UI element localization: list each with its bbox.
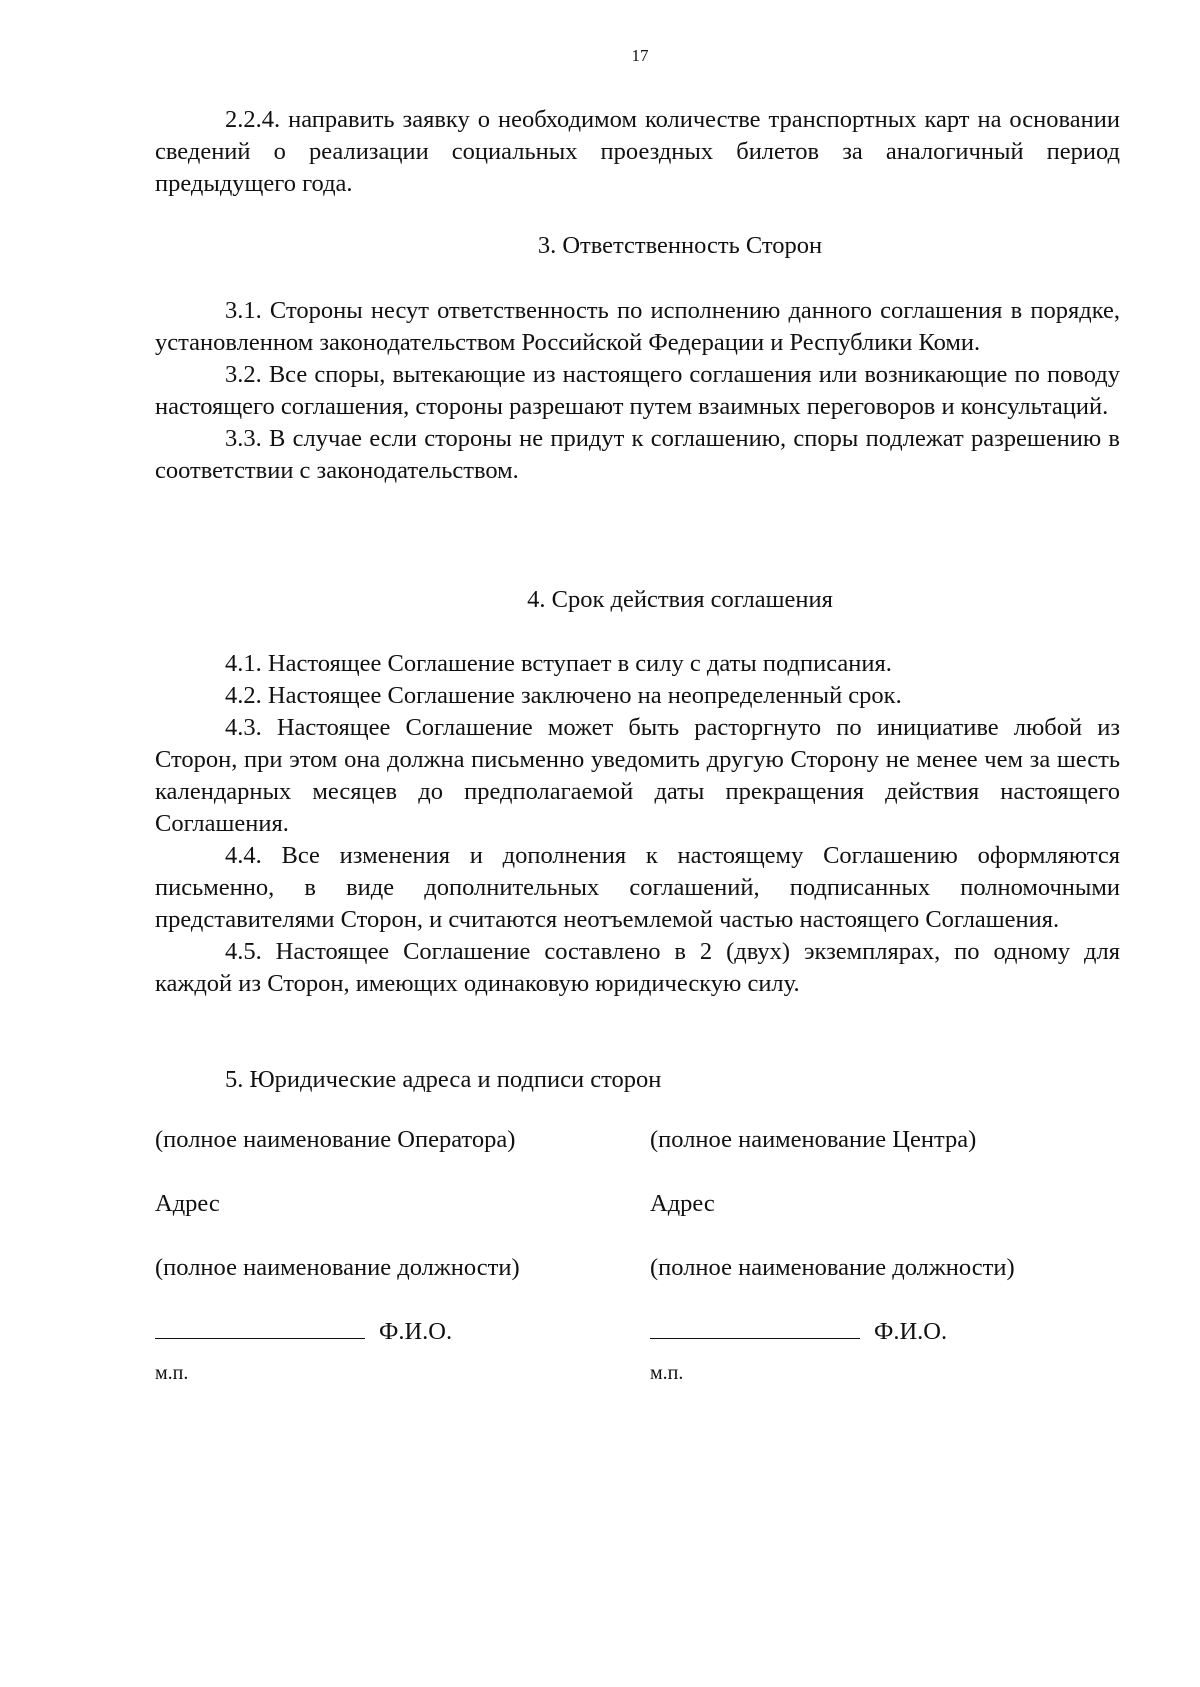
operator-name: (полное наименование Оператора) bbox=[155, 1126, 516, 1153]
center-signature-line bbox=[650, 1318, 860, 1339]
paragraph-3-3: 3.3. В случае если стороны не придут к соглашению, споры подлежат разрешению в соответствии с законодательством. bbox=[155, 425, 1120, 484]
paragraph-3-1: 3.1. Стороны несут ответственность по исполнению данного соглашения в порядке, установленном законодательством Российской Федерации и Республики Коми. bbox=[155, 297, 1120, 356]
paragraph-4-2: 4.2. Настоящее Соглашение заключено на неопределенный срок. bbox=[225, 682, 902, 709]
operator-stamp-place: м.п. bbox=[155, 1362, 189, 1384]
section-4-body bbox=[155, 648, 1120, 1000]
paragraph-2-2-4: 2.2.4. направить заявку о необходимом количестве транспортных карт на основании сведений о реализации социальных проездных билетов за аналогичный период предыдущего года. bbox=[155, 106, 1120, 197]
paragraph-3-2: 3.2. Все споры, вытекающие из настоящего соглашения или возникающие по поводу настоящего соглашения, стороны разрешают путем взаимных переговоров и консультаций. bbox=[155, 361, 1120, 420]
operator-position: (полное наименование должности) bbox=[155, 1254, 520, 1281]
section-5-heading: 5. Юридические адреса и подписи сторон bbox=[225, 1066, 662, 1093]
operator-address: Адрес bbox=[155, 1190, 220, 1217]
center-signature-row bbox=[650, 1316, 947, 1348]
center-fio: Ф.И.О. bbox=[874, 1318, 948, 1345]
section-4-heading: 4. Срок действия соглашения bbox=[527, 586, 833, 613]
operator-signature-line bbox=[155, 1318, 365, 1339]
section-3-heading: 3. Ответственность Сторон bbox=[537, 232, 823, 259]
center-position: (полное наименование должности) bbox=[650, 1254, 1015, 1281]
center-name: (полное наименование Центра) bbox=[650, 1126, 977, 1153]
operator-signature-row bbox=[155, 1316, 452, 1348]
paragraph-4-3: 4.3. Настоящее Соглашение может быть расторгнуто по инициативе любой из Сторон, при этом она должна письменно уведомить другую Сторону не менее чем за шесть календарных месяцев до предполагаемой даты прекращения действия настоящего Соглашения. bbox=[155, 714, 1120, 837]
paragraph-4-5: 4.5. Настоящее Соглашение составлено в 2 (двух) экземплярах, по одному для каждой из Сторон, имеющих одинаковую юридическую силу. bbox=[155, 938, 1120, 997]
center-address: Адрес bbox=[650, 1190, 715, 1217]
paragraph-4-1: 4.1. Настоящее Соглашение вступает в силу с даты подписания. bbox=[225, 650, 892, 677]
paragraph-2-2-4-block bbox=[155, 104, 1120, 200]
page-number: 17 bbox=[631, 46, 649, 65]
section-3-body bbox=[155, 295, 1120, 487]
operator-fio: Ф.И.О. bbox=[379, 1318, 453, 1345]
center-stamp-place: м.п. bbox=[650, 1362, 684, 1384]
paragraph-4-4: 4.4. Все изменения и дополнения к настоящему Соглашению оформляются письменно, в виде дополнительных соглашений, подписанных полномочными представителями Сторон, и считаются неотъемлемой частью настоящего Соглашения. bbox=[155, 842, 1120, 933]
